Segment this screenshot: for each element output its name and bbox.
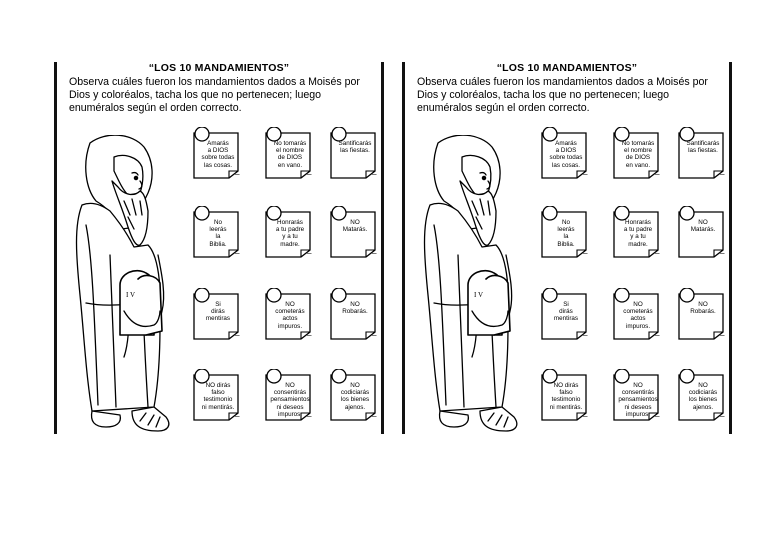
commandment-text: Si dirás mentiras: [205, 301, 231, 323]
answer-blank: _: [720, 408, 725, 417]
commandment-text: NO Matarás.: [690, 219, 716, 234]
commandment-text: Honrarás a tu padre y a tu madre.: [275, 219, 305, 248]
commandment-tablet-6[interactable]: [676, 206, 728, 260]
answer-blank: _: [372, 408, 377, 417]
answer-blank: _: [307, 408, 312, 417]
commandment-tablet-6[interactable]: [328, 206, 380, 260]
answer-blank: _: [583, 327, 588, 336]
commandment-text: NO consentirás pensamientos ni deseos impuros.: [618, 382, 658, 418]
commandment-text: Honrarás a tu padre y a tu madre.: [623, 219, 653, 248]
commandment-text: Si dirás mentiras: [553, 301, 579, 323]
commandment-tablet-1[interactable]: [539, 127, 591, 181]
commandment-tablet-3[interactable]: [676, 127, 728, 181]
answer-blank: _: [307, 166, 312, 175]
commandment-text: NO codiciarás los bienes ajenos.: [340, 382, 370, 411]
tablet-numerals: I V: [126, 291, 136, 299]
answer-blank: _: [583, 408, 588, 417]
answer-blank: _: [583, 166, 588, 175]
answer-blank: _: [235, 245, 240, 254]
worksheet-instructions: Observa cuáles fueron los mandamientos dados a Moisés por Dios y coloréalos, tacha los que no pertenecen; luego enuméralos según el orden correcto.: [69, 76, 360, 114]
worksheet-title: “LOS 10 MANDAMIENTOS”: [496, 62, 638, 74]
answer-blank: _: [655, 166, 660, 175]
commandment-text: Santificarás las fiestas.: [686, 140, 720, 155]
left-border-line: [54, 62, 57, 434]
answer-blank: _: [372, 327, 377, 336]
commandment-tablet-7[interactable]: [539, 288, 591, 342]
commandment-tablet-3[interactable]: [328, 127, 380, 181]
answer-blank: _: [235, 166, 240, 175]
commandment-tablet-2[interactable]: [611, 127, 663, 181]
answer-blank: _: [372, 166, 377, 175]
commandment-tablet-5[interactable]: [611, 206, 663, 260]
commandment-tablet-12[interactable]: [328, 369, 380, 423]
commandment-text: NO Robarás.: [342, 301, 368, 316]
answer-blank: _: [720, 327, 725, 336]
commandment-text: NO dirás falso testimonio ni mentirás.: [549, 382, 583, 411]
worksheet-instructions: Observa cuáles fueron los mandamientos dados a Moisés por Dios y coloréalos, tacha los que no pertenecen; luego enuméralos según el orden correcto.: [417, 76, 708, 114]
commandment-tablet-10[interactable]: [539, 369, 591, 423]
commandment-text: NO cometerás actos impuros.: [623, 301, 653, 330]
answer-blank: _: [720, 166, 725, 175]
tablet-numerals: I V: [474, 291, 484, 299]
commandment-text: NO codiciarás los bienes ajenos.: [688, 382, 718, 411]
commandment-text: No tomarás el nombre de DIOS en vano.: [273, 140, 307, 169]
commandment-tablet-12[interactable]: [676, 369, 728, 423]
worksheet-left: [54, 62, 384, 434]
answer-blank: _: [372, 245, 377, 254]
answer-blank: _: [655, 408, 660, 417]
commandment-text: NO Matarás.: [342, 219, 368, 234]
answer-blank: _: [307, 327, 312, 336]
left-border-line: [402, 62, 405, 434]
commandment-text: Amarás a DIOS sobre todas las cosas.: [549, 140, 583, 169]
moses-illustration: [62, 135, 182, 435]
commandment-tablet-5[interactable]: [263, 206, 315, 260]
commandment-tablet-11[interactable]: [263, 369, 315, 423]
commandment-text: NO cometerás actos impuros.: [275, 301, 305, 330]
commandment-tablet-4[interactable]: [539, 206, 591, 260]
commandment-tablet-9[interactable]: [328, 288, 380, 342]
commandment-text: NO consentirás pensamientos ni deseos impuros.: [270, 382, 310, 418]
answer-blank: _: [307, 245, 312, 254]
commandment-text: No leerás la Biblia.: [557, 219, 575, 248]
commandment-text: NO Robarás.: [690, 301, 716, 316]
commandment-tablet-10[interactable]: [191, 369, 243, 423]
commandment-text: Santificarás las fiestas.: [338, 140, 372, 155]
commandment-tablet-8[interactable]: [263, 288, 315, 342]
commandment-text: No leerás la Biblia.: [209, 219, 227, 248]
answer-blank: _: [720, 245, 725, 254]
answer-blank: _: [655, 245, 660, 254]
answer-blank: _: [235, 327, 240, 336]
commandment-tablet-7[interactable]: [191, 288, 243, 342]
moses-illustration: [410, 135, 530, 435]
commandment-tablet-8[interactable]: [611, 288, 663, 342]
commandment-tablet-4[interactable]: [191, 206, 243, 260]
answer-blank: _: [235, 408, 240, 417]
commandment-tablet-1[interactable]: [191, 127, 243, 181]
commandment-text: Amarás a DIOS sobre todas las cosas.: [201, 140, 235, 169]
worksheet-title: “LOS 10 MANDAMIENTOS”: [148, 62, 290, 74]
worksheet-right: [402, 62, 732, 434]
commandment-tablet-11[interactable]: [611, 369, 663, 423]
answer-blank: _: [583, 245, 588, 254]
answer-blank: _: [655, 327, 660, 336]
right-border-line: [729, 62, 732, 434]
commandment-text: NO dirás falso testimonio ni mentirás.: [201, 382, 235, 411]
commandment-text: No tomarás el nombre de DIOS en vano.: [621, 140, 655, 169]
commandment-tablet-9[interactable]: [676, 288, 728, 342]
right-border-line: [381, 62, 384, 434]
commandment-tablet-2[interactable]: [263, 127, 315, 181]
